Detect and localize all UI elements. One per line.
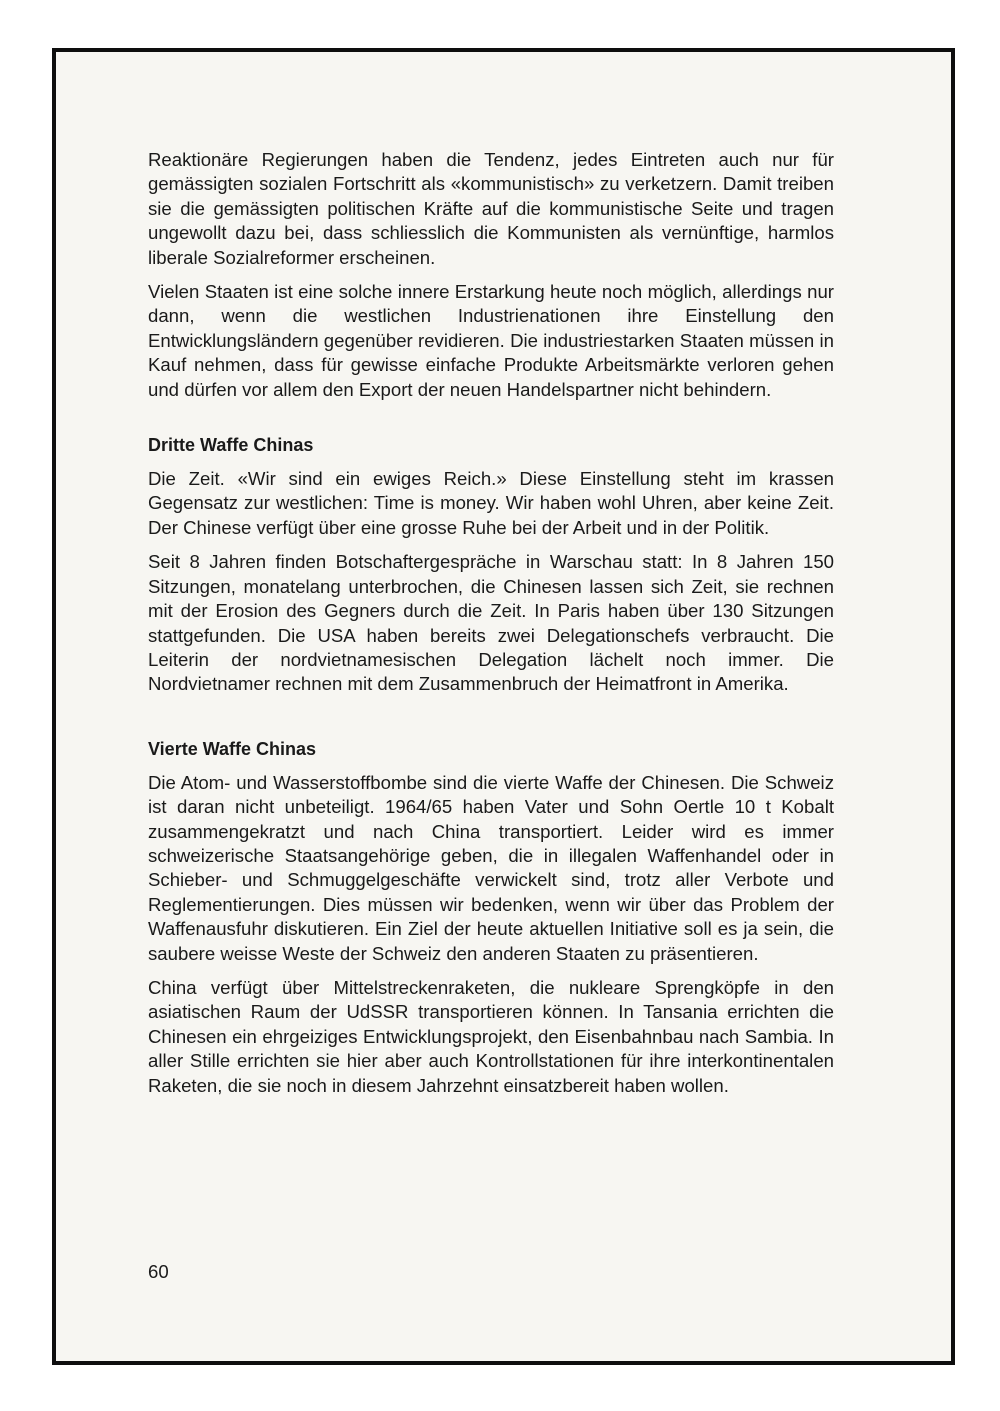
- paragraph-atom-bombe: Die Atom- und Wasserstoffbombe sind die vierte Waffe der Chinesen. Die Schweiz ist daran nicht unbeteiligt. 1964/65 haben Vater und Sohn Oertle 10 t Kobalt zusammengekratzt und nach China transportiert. Leider wird es immer schweizerische Staatsangehörige geben, die in illegalen Waffenhandel oder in Schieber- und Schmuggelgeschäfte verwickelt sind, trotz aller Verbote und Reglementierungen. Dies müssen wir bedenken, wenn wir über das Problem der Waffenausfuhr diskutieren. Ein Ziel der heute aktuellen Initiative soll es ja sein, die saubere weisse Weste der Schweiz den anderen Staaten zu präsentieren.: [148, 771, 834, 964]
- paragraph-mittelstreckenraketen: China verfügt über Mittelstreckenraketen, die nukleare Sprengköpfe in den asiatischen Raum der UdSSR transportieren können. In Tansania errichten die Chinesen ein ehrgeiziges Entwicklungsprojekt, den Eisenbahnbau nach Sambia. In aller Stille errichten sie hier aber auch Kontrollstationen für ihre interkontinentalen Raketen, die sie noch in diesem Jahrzehnt einsatzbereit haben wollen.: [148, 976, 834, 1096]
- page-number: 60: [148, 1261, 169, 1282]
- paragraph-reaktionaere-regierungen: Reaktionäre Regierungen haben die Tendenz, jedes Eintreten auch nur für gemässigten sozialen Fortschritt als «kommunistisch» zu verketzern. Damit treiben sie die gemässigten politischen Kräfte auf die kommunistische Seite und tragen ungewollt dazu bei, dass schliesslich die Kommunisten als vernünftige, harmlos liberale Sozialreformer erscheinen.: [148, 149, 834, 268]
- heading-dritte-waffe: Dritte Waffe Chinas: [148, 435, 314, 456]
- paragraph-botschaftergespraeche: Seit 8 Jahren finden Botschaftergespräche in Warschau statt: In 8 Jahren 150 Sitzungen, monatelang unterbrochen, die Chinesen lassen sich Zeit, sie rechnen mit der Erosion des Gegners durch die Zeit. In Paris haben über 130 Sitzungen stattgefunden. Die USA haben bereits zwei Delegationschefs verbraucht. Die Leiterin der nordvietnamesischen Delegation lächelt noch immer. Die Nordvietnamer rechnen mit dem Zusammenbruch der Heimatfront in Amerika.: [148, 551, 834, 695]
- document-page: [54, 50, 953, 1363]
- paragraph-vielen-staaten: Vielen Staaten ist eine solche innere Erstarkung heute noch möglich, allerdings nur dann, wenn die westlichen Industrienationen ihre Einstellung den Entwicklungsländern gegenüber revidieren. Die industriestarken Staaten müssen in Kauf nehmen, dass für gewisse einfache Produkte Arbeitsmärkte verloren gehen und dürfen vor allem den Export der neuen Handelspartner nicht behindern.: [148, 281, 834, 400]
- page-content: [148, 148, 834, 1108]
- heading-vierte-waffe: Vierte Waffe Chinas: [148, 738, 317, 759]
- paragraph-die-zeit: Die Zeit. «Wir sind ein ewiges Reich.» Diese Einstellung steht im krassen Gegensatz zur westlichen: Time is money. Wir haben wohl Uhren, aber keine Zeit. Der Chinese verfügt über eine grosse Ruhe bei der Arbeit und in der Politik.: [148, 468, 834, 538]
